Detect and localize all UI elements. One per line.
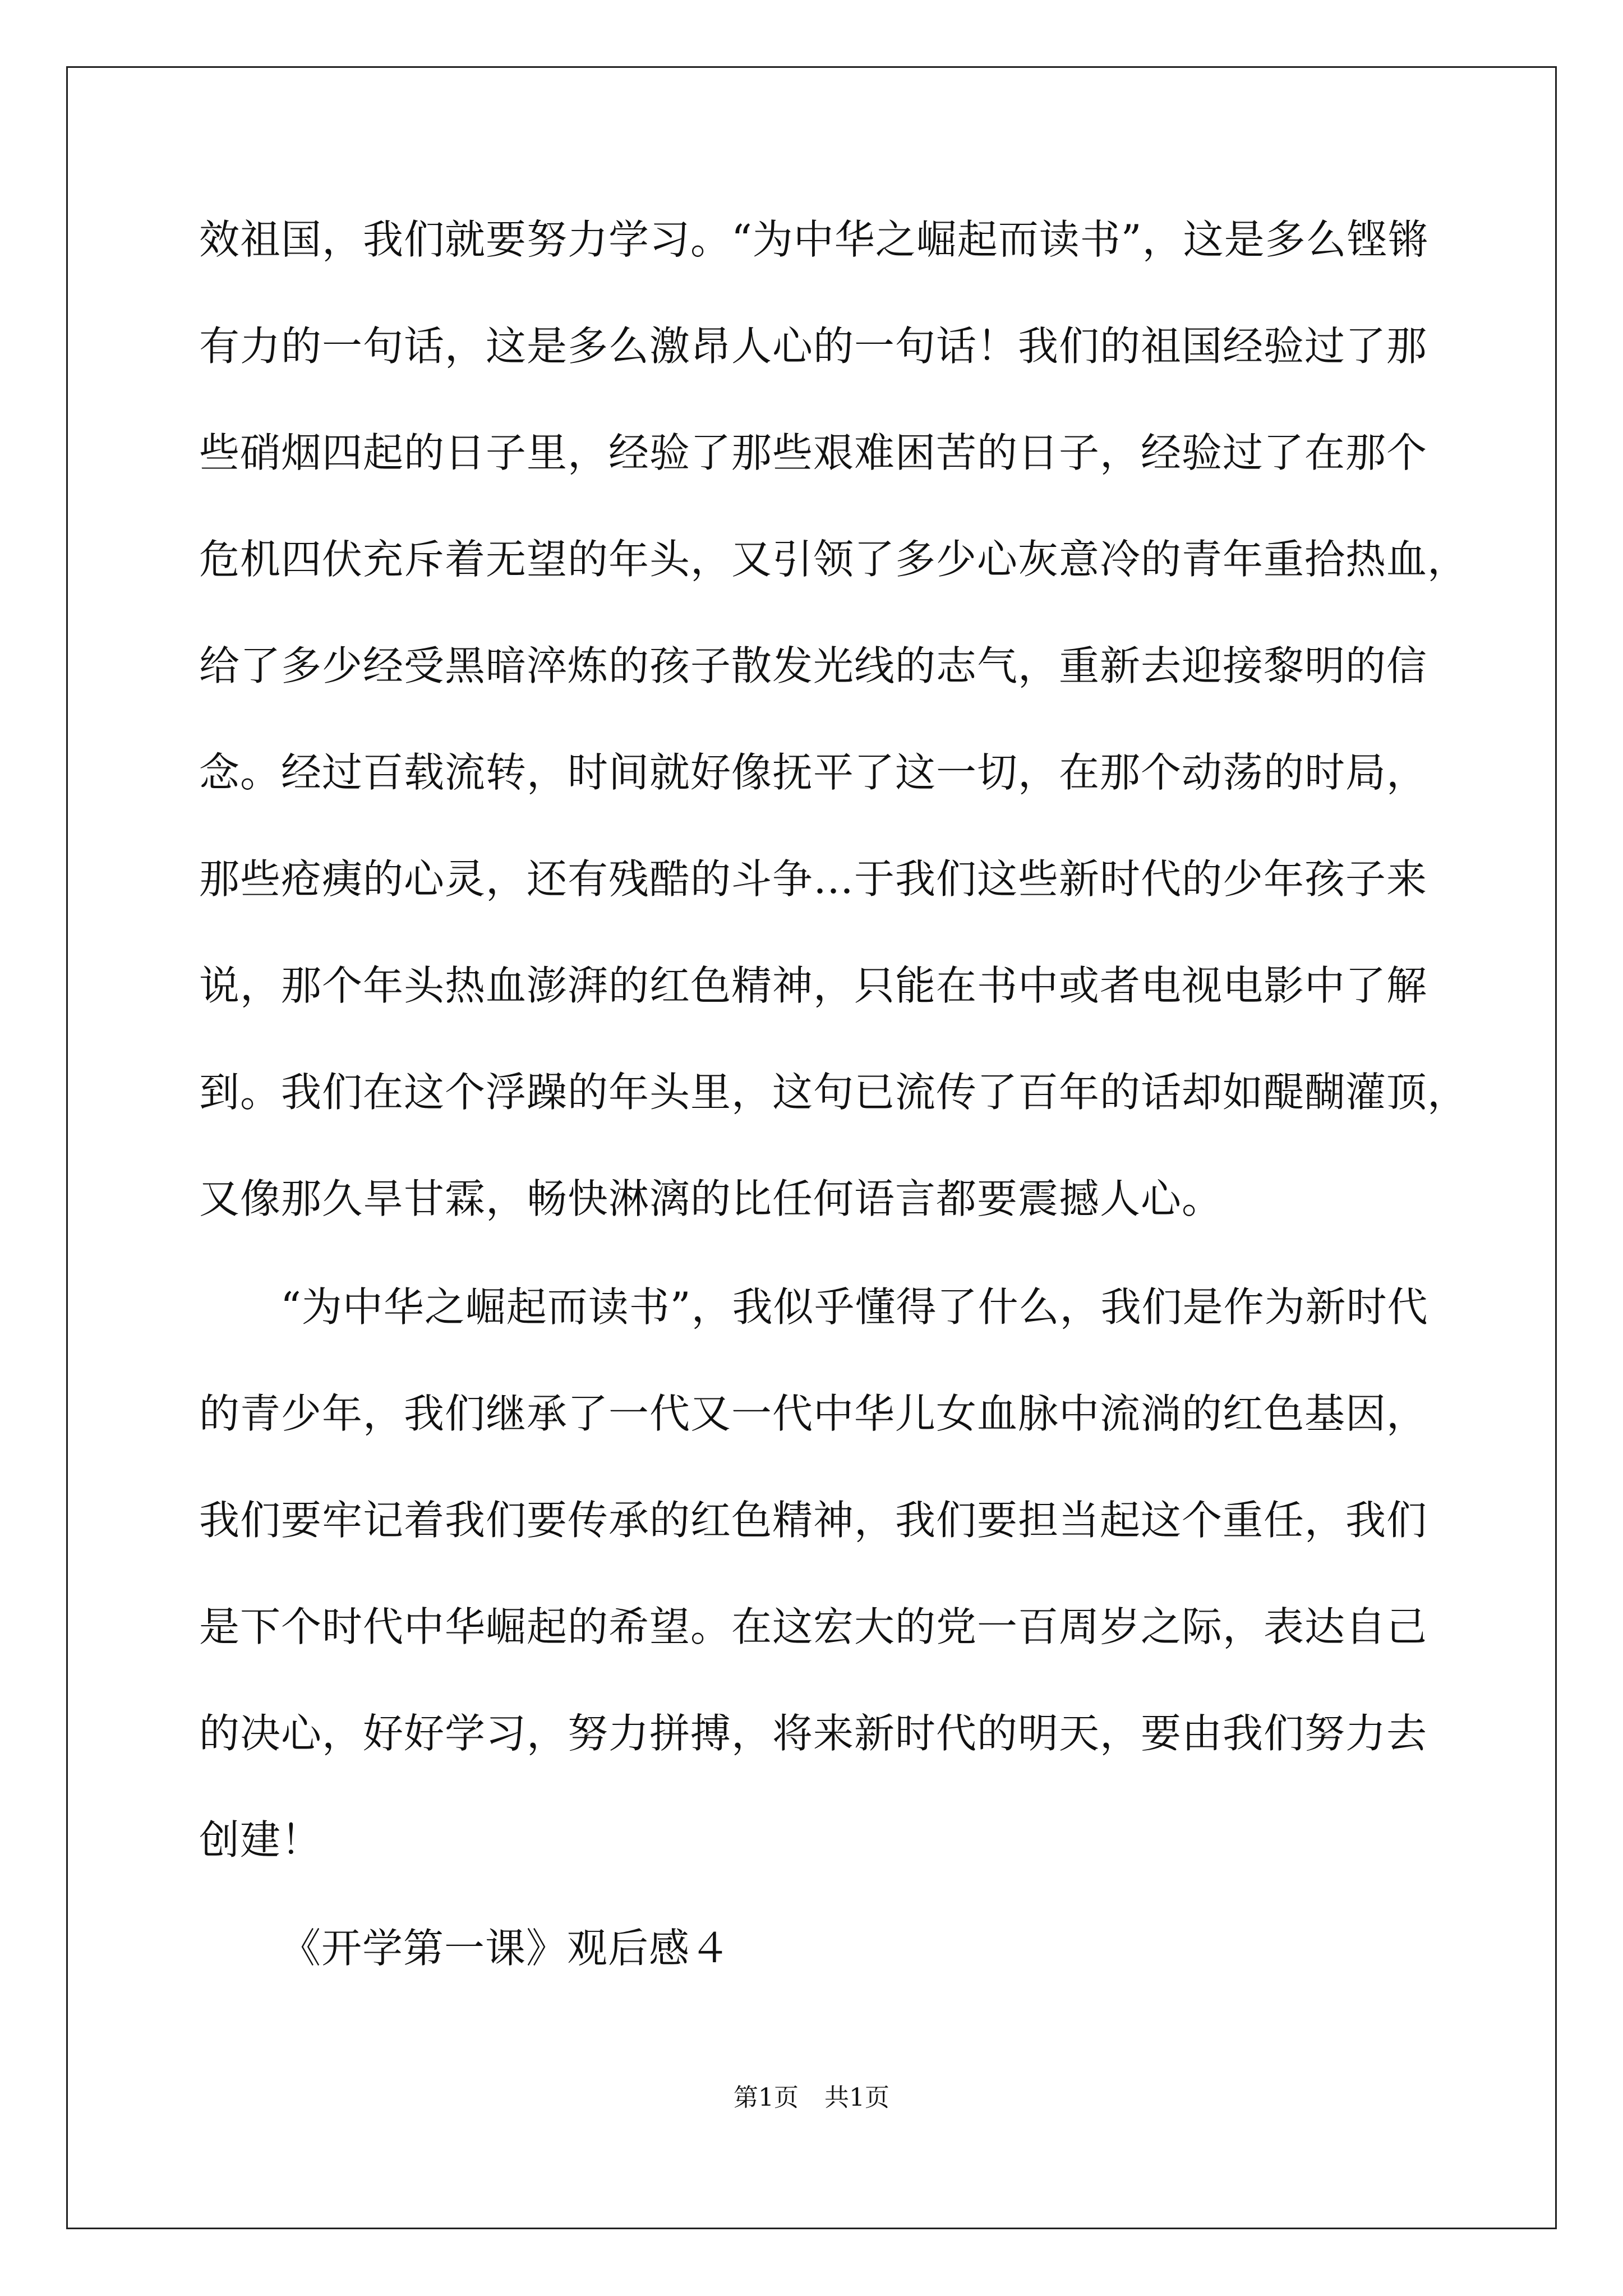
page-border [66, 66, 1557, 2229]
paragraph-1-line-3: 些硝烟四起的日子里，经验了那些艰难困苦的日子，经验过了在那个 [199, 429, 1428, 476]
paragraph-2-line-2: 的青少年，我们继承了一代又一代中华儿女血脉中流淌的红色基因， [199, 1390, 1428, 1437]
total-pages: 共1页 [824, 2083, 889, 2112]
page-footer [0, 2082, 1623, 2114]
paragraph-1-line-4: 危机四伏充斥着无望的年头，又引领了多少心灰意冷的青年重拾热血， [199, 536, 1469, 583]
page-number: 第1页 [734, 2083, 799, 2112]
section-heading: 《开学第一课》观后感４ [280, 1925, 731, 1972]
paragraph-1-line-8: 说，那个年头热血澎湃的红色精神，只能在书中或者电视电影中了解 [199, 962, 1428, 1009]
paragraph-1-line-9: 到。我们在这个浮躁的年头里，这句已流传了百年的话却如醍醐灌顶， [199, 1069, 1469, 1116]
paragraph-1-line-1: 效祖国，我们就要努力学习。“为中华之崛起而读书”，这是多么铿锵 [199, 216, 1429, 263]
paragraph-2-line-6: 创建！ [199, 1816, 322, 1864]
paragraph-2-line-5: 的决心，好好学习，努力拼搏，将来新时代的明天，要由我们努力去 [199, 1710, 1428, 1757]
paragraph-2-line-4: 是下个时代中华崛起的希望。在这宏大的党一百周岁之际，表达自己 [199, 1603, 1428, 1650]
paragraph-1-line-5: 给了多少经受黑暗淬炼的孩子散发光线的志气，重新去迎接黎明的信 [199, 642, 1428, 689]
paragraph-2-line-1: “为中华之崛起而读书”，我似乎懂得了什么，我们是作为新时代 [280, 1283, 1428, 1331]
paragraph-2-line-3: 我们要牢记着我们要传承的红色精神，我们要担当起这个重任，我们 [199, 1497, 1428, 1544]
paragraph-1-line-6: 念。经过百载流转，时间就好像抚平了这一切，在那个动荡的时局， [199, 749, 1428, 796]
paragraph-1-line-7: 那些疮痍的心灵，还有残酷的斗争…于我们这些新时代的少年孩子来 [199, 855, 1428, 903]
paragraph-1-line-10: 又像那久旱甘霖，畅快淋漓的比任何语言都要震撼人心。 [199, 1175, 1223, 1222]
paragraph-1-line-2: 有力的一句话，这是多么激昂人心的一句话！我们的祖国经验过了那 [199, 323, 1428, 370]
